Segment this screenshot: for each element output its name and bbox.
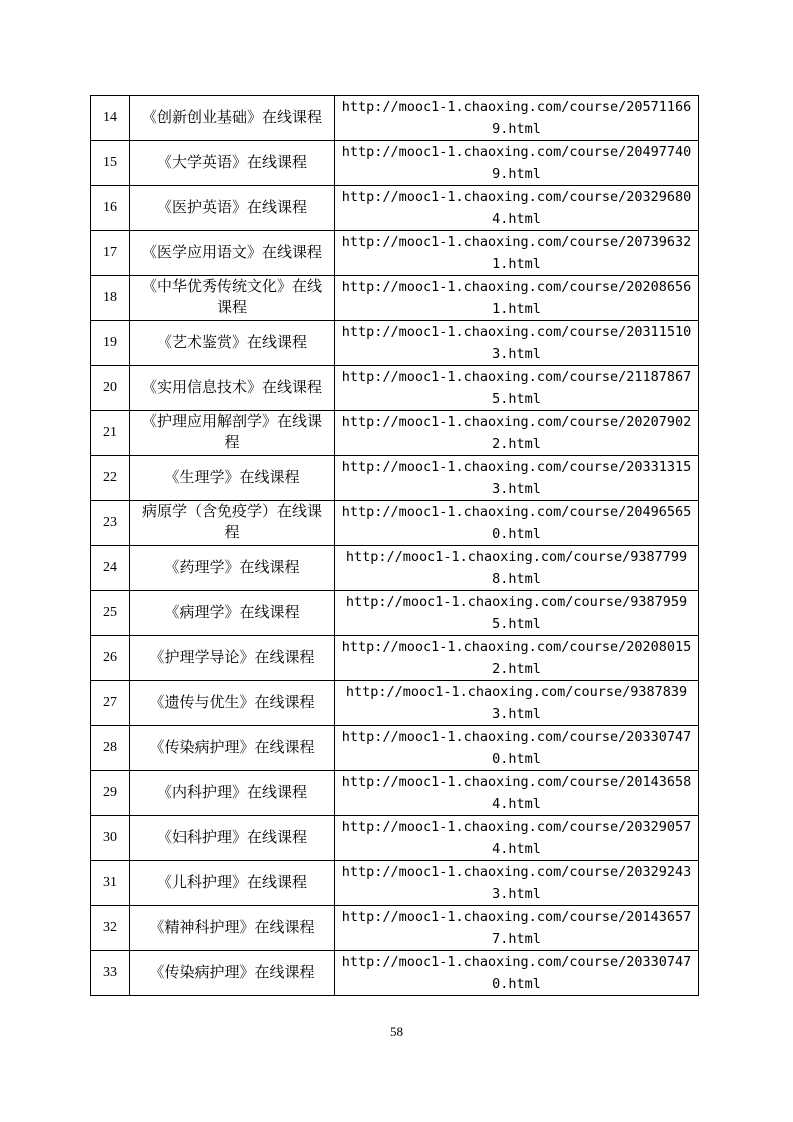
course-url: http://mooc1-1.chaoxing.com/course/204977409.html: [335, 141, 699, 186]
row-number: 16: [91, 186, 130, 231]
table-row: [91, 411, 699, 456]
course-url: http://mooc1-1.chaoxing.com/course/203307470.html: [335, 951, 699, 996]
table-row: [91, 141, 699, 186]
course-name: 《遗传与优生》在线课程: [130, 681, 335, 726]
course-name: 《护理学导论》在线课程: [130, 636, 335, 681]
row-number: 31: [91, 861, 130, 906]
row-number: 23: [91, 501, 130, 546]
table-row: [91, 456, 699, 501]
row-number: 19: [91, 321, 130, 366]
row-number: 21: [91, 411, 130, 456]
row-number: 25: [91, 591, 130, 636]
course-name: 《药理学》在线课程: [130, 546, 335, 591]
row-number: 33: [91, 951, 130, 996]
table-row: [91, 186, 699, 231]
table-row: [91, 591, 699, 636]
table-row: [91, 816, 699, 861]
row-number: 26: [91, 636, 130, 681]
course-name: 《护理应用解剖学》在线课程: [130, 411, 335, 456]
course-name: 《艺术鉴赏》在线课程: [130, 321, 335, 366]
course-url: http://mooc1-1.chaoxing.com/course/203307470.html: [335, 726, 699, 771]
page-number: 58: [390, 1024, 403, 1039]
course-name: 《医护英语》在线课程: [130, 186, 335, 231]
course-url: http://mooc1-1.chaoxing.com/course/202080152.html: [335, 636, 699, 681]
course-url: http://mooc1-1.chaoxing.com/course/203296804.html: [335, 186, 699, 231]
row-number: 14: [91, 96, 130, 141]
row-number: 29: [91, 771, 130, 816]
row-number: 30: [91, 816, 130, 861]
row-number: 27: [91, 681, 130, 726]
table-row: [91, 726, 699, 771]
course-name: 《创新创业基础》在线课程: [130, 96, 335, 141]
row-number: 15: [91, 141, 130, 186]
course-url: http://mooc1-1.chaoxing.com/course/93878393.html: [335, 681, 699, 726]
row-number: 32: [91, 906, 130, 951]
course-url: http://mooc1-1.chaoxing.com/course/93879595.html: [335, 591, 699, 636]
course-url: http://mooc1-1.chaoxing.com/course/205711669.html: [335, 96, 699, 141]
row-number: 18: [91, 276, 130, 321]
course-url: http://mooc1-1.chaoxing.com/course/211878675.html: [335, 366, 699, 411]
row-number: 20: [91, 366, 130, 411]
course-name: 《大学英语》在线课程: [130, 141, 335, 186]
table-row: [91, 771, 699, 816]
course-url: http://mooc1-1.chaoxing.com/course/202079022.html: [335, 411, 699, 456]
table-row: [91, 906, 699, 951]
course-url: http://mooc1-1.chaoxing.com/course/93877998.html: [335, 546, 699, 591]
course-url: http://mooc1-1.chaoxing.com/course/207396321.html: [335, 231, 699, 276]
course-name: 《中华优秀传统文化》在线课程: [130, 276, 335, 321]
course-name: 《内科护理》在线课程: [130, 771, 335, 816]
course-name: 《传染病护理》在线课程: [130, 951, 335, 996]
course-name: 病原学（含免疫学）在线课程: [130, 501, 335, 546]
course-name: 《病理学》在线课程: [130, 591, 335, 636]
course-url: http://mooc1-1.chaoxing.com/course/201436577.html: [335, 906, 699, 951]
table-row: [91, 861, 699, 906]
table-row: [91, 546, 699, 591]
table-row: [91, 321, 699, 366]
course-name: 《妇科护理》在线课程: [130, 816, 335, 861]
table-row: [91, 951, 699, 996]
course-url: http://mooc1-1.chaoxing.com/course/202086561.html: [335, 276, 699, 321]
course-url: http://mooc1-1.chaoxing.com/course/204965650.html: [335, 501, 699, 546]
table-row: [91, 96, 699, 141]
table-row: [91, 366, 699, 411]
course-url: http://mooc1-1.chaoxing.com/course/203292433.html: [335, 861, 699, 906]
table-row: [91, 231, 699, 276]
course-url: http://mooc1-1.chaoxing.com/course/203290574.html: [335, 816, 699, 861]
course-name: 《精神科护理》在线课程: [130, 906, 335, 951]
row-number: 22: [91, 456, 130, 501]
course-url: http://mooc1-1.chaoxing.com/course/201436584.html: [335, 771, 699, 816]
course-url: http://mooc1-1.chaoxing.com/course/203115103.html: [335, 321, 699, 366]
course-url-table: [90, 95, 699, 996]
table-row: [91, 681, 699, 726]
table-row: [91, 276, 699, 321]
table-row: [91, 501, 699, 546]
course-name: 《儿科护理》在线课程: [130, 861, 335, 906]
row-number: 17: [91, 231, 130, 276]
course-name: 《实用信息技术》在线课程: [130, 366, 335, 411]
course-name: 《医学应用语文》在线课程: [130, 231, 335, 276]
course-url: http://mooc1-1.chaoxing.com/course/203313153.html: [335, 456, 699, 501]
row-number: 24: [91, 546, 130, 591]
course-name: 《传染病护理》在线课程: [130, 726, 335, 771]
row-number: 28: [91, 726, 130, 771]
table-row: [91, 636, 699, 681]
course-name: 《生理学》在线课程: [130, 456, 335, 501]
